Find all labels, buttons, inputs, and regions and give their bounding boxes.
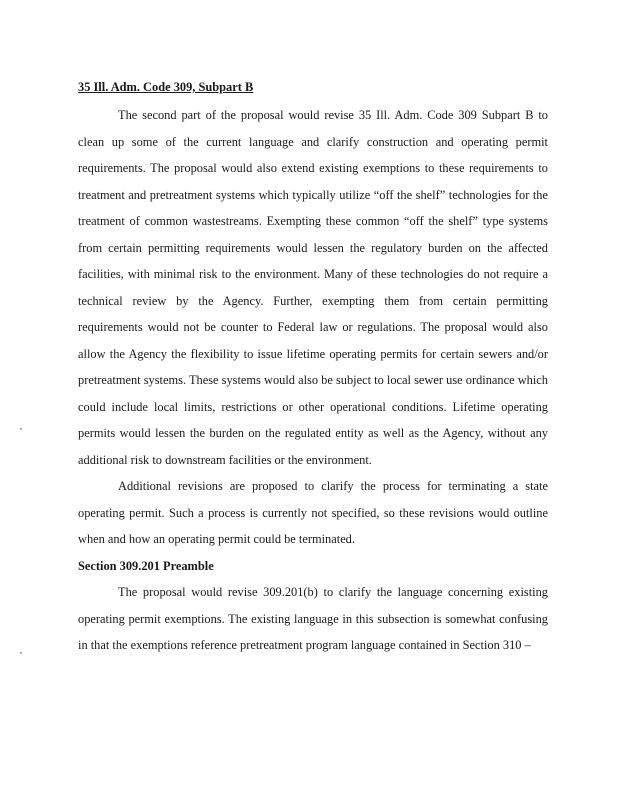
paragraph-permit-termination: Additional revisions are proposed to clarify the process for terminating a state operating permit. Such a process is currently not specified, so these revisions would outline when and how an operating permit could be terminated. [78, 479, 548, 546]
paragraph-section-309-201: The proposal would revise 309.201(b) to clarify the language concerning existing operating permit exemptions. The existing language in this subsection is somewhat confusing in that the exemptions reference pretreatment program language contained in Section 310 – [78, 585, 548, 652]
scan-speck [20, 652, 22, 654]
scan-speck [20, 428, 22, 430]
document-body [78, 76, 548, 659]
paragraph-subpart-b-overview: The second part of the proposal would revise 35 Ill. Adm. Code 309 Subpart B to clean up some of the current language and clarify construction and operating permit requirements. The proposal would also extend existing exemptions to these requirements to treatment and pretreatment systems which typically utilize “off the shelf” technologies for the treatment of common wastestreams. Exempting these common “off the shelf” type systems from certain permitting requirements would lessen the regulatory burden on the affected facilities, with minimal risk to the environment. Many of these technologies do not require a technical review by the Agency. Further, exempting them from certain permitting requirements would not be counter to Federal law or regulations. The proposal would also allow the Agency the flexibility to issue lifetime operating permits for certain sewers and/or pretreatment systems. These systems would also be subject to local sewer use ordinance which could include local limits, restrictions or other operational conditions. Lifetime operating permits would lessen the burden on the regulated entity as well as the Agency, without any additional risk to downstream facilities or the environment. [78, 108, 548, 467]
section-heading: Section 309.201 Preamble [78, 558, 214, 573]
subpart-heading: 35 Ill. Adm. Code 309, Subpart B [78, 80, 254, 94]
